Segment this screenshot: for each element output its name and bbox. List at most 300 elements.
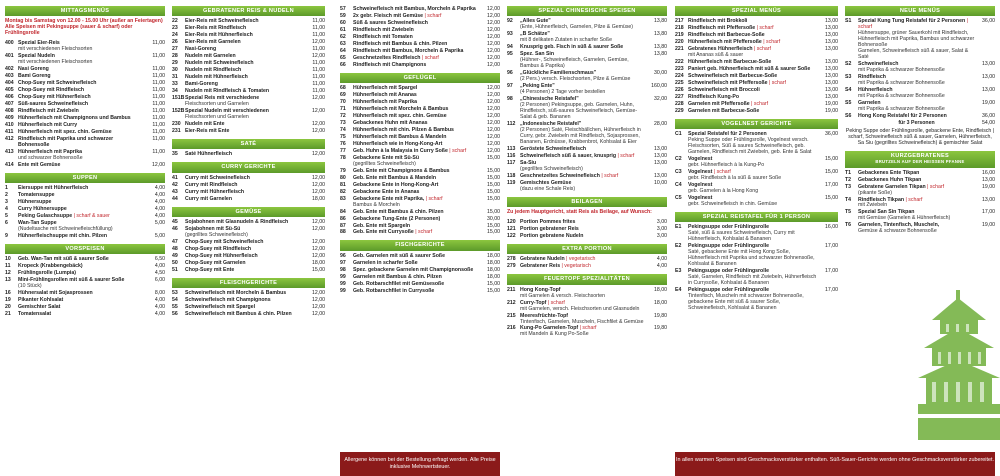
item-price: 11,00 xyxy=(312,81,325,88)
menu-item xyxy=(5,278,165,290)
menu-item xyxy=(507,288,667,300)
item-name: Rindfleisch mit Champignons xyxy=(353,61,427,68)
item-price: 12,00 xyxy=(487,99,500,106)
item-number: 71 xyxy=(340,106,346,113)
item-price: 4,00 xyxy=(154,206,165,213)
menu-item xyxy=(675,132,838,156)
menu-item xyxy=(675,269,838,287)
item-name: Geschnetzeltes Rindfleisch xyxy=(353,54,421,61)
menu-item xyxy=(507,161,667,173)
item-number: 405 xyxy=(5,87,14,94)
item-price: 18,00 xyxy=(312,259,325,266)
item-name: Spezial Eier-Reis xyxy=(18,40,60,47)
item-number: 27 xyxy=(172,46,178,53)
item-price: 12,00 xyxy=(487,26,500,33)
item-name: Gebratene Garnelen Tikpan xyxy=(858,183,926,190)
item-price: 12,00 xyxy=(487,40,500,47)
item-number: 212 xyxy=(507,299,516,306)
item-name: „Glückliche Familienschmaus" xyxy=(520,70,597,77)
item-name: Schweinefleisch mit Barbecue-Soße xyxy=(688,73,778,80)
reistafel-header: SPEZIAL REISTAFEL FÜR 1 PERSON xyxy=(675,212,838,222)
fleisch-list xyxy=(172,291,325,318)
item-price: 11,00 xyxy=(152,121,165,128)
item-body xyxy=(688,170,820,182)
item-price: 12,00 xyxy=(152,161,165,168)
item-price: 12,00 xyxy=(487,33,500,40)
spezial-menues-list xyxy=(675,19,838,115)
item-price: 11,00 xyxy=(152,94,165,101)
item-body xyxy=(520,84,649,96)
item-name: Hühnerfleisch mit Curry xyxy=(18,121,78,128)
item-price: 12,00 xyxy=(487,61,500,68)
item-price: 15,00 xyxy=(487,208,500,215)
item-price: 18,00 xyxy=(487,259,500,266)
item-description: (dazu eine Schale Reis) xyxy=(520,185,576,192)
item-price: 4,00 xyxy=(656,263,667,270)
item-body xyxy=(185,227,307,239)
item-price: 13,00 xyxy=(825,94,838,101)
item-price: 13,00 xyxy=(654,172,667,179)
item-price: 30,00 xyxy=(487,215,500,222)
item-price: 12,00 xyxy=(312,53,325,60)
item-description: gebr. Hühnerfleisch à la Kung-Po xyxy=(688,162,765,169)
item-price: 11,00 xyxy=(312,25,325,32)
item-description: (gegrilltes Schweinefleisch) xyxy=(353,160,416,167)
item-description: Fleischsorten und Garnelen xyxy=(185,101,249,108)
item-description: (2 Personen) Saté, Fleischbällchen, Hühnerfleisch in Curry, gebr. Zwiebeln mit Rindfleisch, Sojasprossen, Bananen, Erdnüsse, Krabbenbrot, Kohlsalat & Eier xyxy=(520,126,641,145)
item-price: 36,00 xyxy=(825,131,838,138)
menu-item xyxy=(5,150,165,162)
item-number: 29 xyxy=(172,60,178,67)
item-number: 82 xyxy=(340,188,346,195)
item-number: 5 xyxy=(5,213,8,220)
mittagsmenue-list xyxy=(5,41,165,168)
sate-list xyxy=(172,152,325,158)
menu-item xyxy=(340,197,500,209)
item-description: Hühnersuppe, grüner Sauerkohl mit Rindfleisch, Hühnerfleisch mit Paprika, Bambus und schwarzer Bohnensoße xyxy=(858,30,975,49)
item-tag: | scharf & sauer xyxy=(72,213,110,220)
item-number: 151B xyxy=(172,95,185,102)
item-name: Vogelnest xyxy=(688,195,713,202)
item-name: Garnelen, Tintenfisch, Muscheln, xyxy=(858,222,940,229)
menu-item xyxy=(507,181,667,193)
menu-item xyxy=(507,52,667,70)
item-price: 12,00 xyxy=(312,290,325,297)
gefluegel-list xyxy=(340,86,500,236)
item-price: 5,00 xyxy=(154,232,165,239)
item-price: 13,00 xyxy=(654,159,667,166)
item-body xyxy=(353,289,482,295)
menu-item xyxy=(675,170,838,182)
item-body xyxy=(858,62,977,74)
menu-item xyxy=(507,122,667,146)
menu-item xyxy=(675,109,838,115)
item-name: Chop-Suey mit Hühnerfleisch xyxy=(18,94,91,101)
item-price: 3,00 xyxy=(656,232,667,239)
item-name: Pekingsuppe oder Frühlingsrolle xyxy=(688,268,769,275)
reis-nudeln-list xyxy=(172,19,325,134)
item-number: 75 xyxy=(340,133,346,140)
item-body xyxy=(858,223,977,235)
menu-item xyxy=(5,234,165,240)
curry-list xyxy=(172,176,325,203)
item-price: 12,00 xyxy=(312,108,325,115)
item-tag: | scharf xyxy=(578,325,597,332)
item-name: Hühnersuppe xyxy=(18,199,52,206)
beilagen-note: Zu jedem Hauptgericht, statt Reis als Beilage, auf Wunsch: xyxy=(507,209,652,215)
item-number: 24 xyxy=(172,32,178,39)
item-price: 11,00 xyxy=(312,60,325,67)
menu-item xyxy=(845,19,995,61)
item-number: 218 xyxy=(675,25,684,32)
item-number: 80 xyxy=(340,174,346,181)
item-name: Bami-Goreng xyxy=(185,81,218,88)
item-number: E4 xyxy=(675,287,682,294)
item-number: 226 xyxy=(675,87,684,94)
menu-item xyxy=(5,54,165,66)
item-name: Eier-Reis mit Ente xyxy=(185,127,230,134)
item-number: 119 xyxy=(507,179,516,186)
item-name: Sa-Siu xyxy=(520,159,537,166)
item-price: 6,00 xyxy=(154,277,165,284)
menu-item xyxy=(507,326,667,338)
item-body xyxy=(18,54,147,66)
menu-item xyxy=(845,210,995,222)
item-name: Nasi-Goreng xyxy=(185,46,217,53)
item-body xyxy=(18,163,147,169)
item-price: 11,00 xyxy=(312,18,325,25)
item-number: S3 xyxy=(845,74,852,81)
item-name: Spez. gebackene Garnelen mit Champignonsoße xyxy=(353,266,474,273)
item-price: 11,00 xyxy=(152,73,165,80)
item-price: 11,00 xyxy=(152,108,165,115)
item-body xyxy=(520,19,649,31)
item-body xyxy=(18,234,147,240)
item-price: 12,00 xyxy=(312,39,325,46)
item-price: 12,00 xyxy=(312,127,325,134)
item-name: Gebackenes Huhn mit Ananas xyxy=(353,119,428,126)
menu-item xyxy=(675,47,838,59)
item-name: Peking Gulaschsuppe xyxy=(18,213,73,220)
item-number: C1 xyxy=(675,131,682,138)
item-number: 2 xyxy=(5,192,8,199)
item-number: 88 xyxy=(340,229,346,236)
item-number: 400 xyxy=(5,40,14,47)
item-name: Pekingsuppe oder Frühlingsrolle xyxy=(688,287,769,294)
item-price: 11,00 xyxy=(312,46,325,53)
item-price: 12,00 xyxy=(487,85,500,92)
item-name: Curry mit Rindfleisch xyxy=(185,181,238,188)
item-price: 13,00 xyxy=(825,32,838,39)
item-name: Geb. Garnelen mit süß & saurer Soße xyxy=(353,252,445,259)
item-body xyxy=(858,75,977,87)
item-number: 31 xyxy=(172,74,178,81)
spezial-chinesisch-list xyxy=(507,19,667,192)
item-price: 12,00 xyxy=(312,238,325,245)
column-4 xyxy=(507,6,667,339)
item-name: Kung-Po Garnelen-Topf xyxy=(520,325,579,332)
item-number: 47 xyxy=(172,238,178,245)
item-name: Bami Goreng xyxy=(18,73,51,80)
item-name: Gebratene Nudeln xyxy=(520,256,565,263)
extra-list xyxy=(507,257,667,270)
item-price: 12,00 xyxy=(487,106,500,113)
item-tag: | scharf xyxy=(904,196,923,203)
item-body xyxy=(185,197,307,203)
item-number: 4 xyxy=(5,206,8,213)
item-body xyxy=(185,129,307,135)
item-price: 19,00 xyxy=(982,222,995,229)
item-number: 402 xyxy=(5,66,14,73)
item-body xyxy=(185,268,307,274)
item-description: und schwarzer Bohnensoße xyxy=(18,154,83,161)
item-name: Rindfleisch xyxy=(858,74,886,81)
item-price: 15,00 xyxy=(487,195,500,202)
item-price: 11,00 xyxy=(312,74,325,81)
mittagsmenue-header: MITTAGSMENÜS xyxy=(5,6,165,16)
item-name: „Indonesische Reistafel" xyxy=(520,120,582,127)
item-name: Eier-Reis mit Hühnerfleisch xyxy=(185,32,253,39)
item-number: 227 xyxy=(675,94,684,101)
item-number: 56 xyxy=(172,311,178,318)
item-number: E1 xyxy=(675,224,682,231)
item-name: Gebratenes Hühnerfleisch xyxy=(688,46,753,53)
item-number: 96 xyxy=(340,252,346,259)
item-body xyxy=(353,63,482,69)
item-number: 81 xyxy=(340,181,346,188)
item-number: 74 xyxy=(340,126,346,133)
item-number: T5 xyxy=(845,209,852,216)
item-name: Pikanter Kohlsalat xyxy=(18,297,64,304)
item-name: Geröstete Schweinefleisch xyxy=(520,145,587,152)
item-price: 3,00 xyxy=(656,218,667,225)
item-name: Chop-Suey mit Hühnerfleisch xyxy=(185,252,258,259)
item-price: 13,00 xyxy=(825,46,838,53)
item-number: 69 xyxy=(340,92,346,99)
item-name: Schweinefleisch mit Morcheln & Bambus xyxy=(185,290,287,297)
item-description: Saté, gebackene Ente mit Hong Kong Soße, Hühnerfleisch mit Paprika und schwarzer Bohnensoße, Kohlsalat & Bananen xyxy=(688,249,815,268)
item-name: Garnelen mit Barbecue-Soße xyxy=(688,108,760,115)
suppen-list xyxy=(5,186,165,240)
item-tag: | scharf xyxy=(420,54,439,61)
item-number: 86 xyxy=(340,215,346,222)
item-number: S6 xyxy=(845,112,852,119)
item-name: Nudeln mit Rindfleisch & Tomaten xyxy=(185,88,270,95)
item-body xyxy=(520,234,649,240)
item-number: C2 xyxy=(675,156,682,163)
item-price: 13,00 xyxy=(982,87,995,94)
item-tag: | scharf xyxy=(752,46,771,53)
item-number: 73 xyxy=(340,119,346,126)
item-name: Hühnerfleisch xyxy=(858,87,893,94)
item-description: (4 Personen) 2 Tage vorher bestellen xyxy=(520,89,606,96)
column-1 xyxy=(5,6,165,319)
item-name: Geb. Rotbarschfilet in Currysoße xyxy=(353,287,435,294)
menu-item xyxy=(845,223,995,235)
item-name: Hühnerfleisch mit Spargel xyxy=(353,85,418,92)
item-body xyxy=(520,161,649,173)
menu-item xyxy=(340,63,500,69)
item-number: 60 xyxy=(340,19,346,26)
item-tag: | vegetarisch xyxy=(560,263,591,270)
item-number: 34 xyxy=(172,88,178,95)
menu-item xyxy=(340,230,500,236)
item-body xyxy=(858,19,977,61)
item-name: Ente mit Gemüse xyxy=(18,161,61,168)
menu-item xyxy=(507,301,667,313)
menu-item xyxy=(172,268,325,274)
item-number: 229 xyxy=(675,108,684,115)
item-description: mit Garnelen, versch. Fleischsorten und Glasnudeln xyxy=(520,305,640,312)
item-description: mit Zwiebeln xyxy=(858,202,888,209)
item-name: Gebackene Ente in Ananas xyxy=(353,188,420,195)
item-name: Portion gebratener Reis xyxy=(520,225,579,232)
item-number: 231 xyxy=(172,127,181,134)
item-number: 97 xyxy=(340,259,346,266)
item-number: 406 xyxy=(5,94,14,101)
item-number: 1 xyxy=(5,185,8,192)
item-body xyxy=(18,137,147,149)
item-name: Schweinefleisch mit Champignons xyxy=(185,297,271,304)
item-description: (10 Stück) xyxy=(18,283,42,290)
item-number: 43 xyxy=(172,188,178,195)
item-number: 65 xyxy=(340,54,346,61)
item-name: Eiersuppe mit Hühnerfleisch xyxy=(18,185,89,192)
item-name: Hühnersalat mit Sojasprossen xyxy=(18,290,93,297)
item-number: C3 xyxy=(675,169,682,176)
item-number: 45 xyxy=(172,219,178,225)
allergen-footer: Allergene können bei der Bestellung erfragt werden. Alle Preise inklusive Mehrwertsteuer. xyxy=(340,452,500,476)
vogelnest-header: VOGELNEST GERICHTE xyxy=(675,119,838,129)
item-number: 121 xyxy=(507,225,516,232)
item-number: C5 xyxy=(675,195,682,202)
item-price: 11,00 xyxy=(152,135,165,142)
item-name: Knusprig geb. Fisch in süß & saurer Soße xyxy=(520,44,624,51)
item-body xyxy=(520,122,649,146)
item-price: 11,00 xyxy=(152,114,165,121)
item-price: 11,00 xyxy=(312,88,325,95)
item-number: 79 xyxy=(340,167,346,174)
item-number: 222 xyxy=(675,59,684,66)
item-price: 13,00 xyxy=(825,73,838,80)
menu-item xyxy=(675,288,838,312)
item-number: 228 xyxy=(675,101,684,108)
item-number: 92 xyxy=(507,18,513,25)
item-number: 9 xyxy=(5,232,8,239)
item-description: Saté, Garnelen, Rindfleisch mit Zwiebeln, Hühnerfleisch in Currysoße, Kohlsalat & Bananen xyxy=(688,274,817,287)
item-price: 12,00 xyxy=(312,174,325,181)
item-number: 77 xyxy=(340,147,346,154)
item-tag: | scharf xyxy=(423,12,442,19)
item-price: 11,00 xyxy=(152,101,165,108)
item-price: 11,00 xyxy=(152,87,165,94)
item-number: 57 xyxy=(340,6,346,12)
menu-item xyxy=(5,41,165,53)
item-body xyxy=(858,198,977,210)
item-description: gebr. Schweinefleisch in chin. Gemüse xyxy=(688,201,778,208)
item-number: 407 xyxy=(5,101,14,108)
item-body xyxy=(688,47,820,59)
item-name: Frühlingsrolle (Lumpia) xyxy=(18,270,76,277)
item-name: Garnelen in scharfer Soße xyxy=(353,259,418,266)
item-name: Mini-Frühlingsrollen mit süß & saurer Soße xyxy=(18,277,125,284)
item-body xyxy=(353,197,482,209)
item-name: Curry-Topf xyxy=(520,299,547,306)
item-body xyxy=(688,109,820,115)
item-price: 13,00 xyxy=(825,87,838,94)
item-description: Tintenfisch, Muscheln mit schwarzer Bohnensoße, gebackene Ente mit süß & saurer Soße, Schweinefleisch, Kohlsalat & Bananen xyxy=(688,293,804,312)
item-name: Geb. Ente mit Bambus & chin. Pilzen xyxy=(353,208,444,215)
item-name: Rindfleisch mit Paprika und schwarzer Bohnensoße xyxy=(18,135,114,148)
item-body xyxy=(520,326,649,338)
item-price: 16,00 xyxy=(982,169,995,176)
item-description: (pikante Soße) xyxy=(858,189,893,196)
item-price: 12,00 xyxy=(487,12,500,19)
item-number: 62 xyxy=(340,33,346,40)
item-number: 64 xyxy=(340,47,346,54)
item-number: 22 xyxy=(172,18,178,25)
item-name: Curry mit Hühnerfleisch xyxy=(185,188,245,195)
item-name: Spezial Nudeln xyxy=(18,53,55,60)
item-number: S1 xyxy=(845,18,852,25)
item-price: 12,00 xyxy=(312,120,325,127)
item-name: Schweinefleisch mit Bambus & chin. Pilzen xyxy=(185,311,292,318)
suppen-header: SUPPEN xyxy=(5,173,165,183)
menu-item xyxy=(172,312,325,318)
item-body xyxy=(688,196,820,208)
item-price: 30,00 xyxy=(654,70,667,77)
item-number: 116 xyxy=(507,152,516,159)
item-body xyxy=(858,101,977,113)
feuertopf-header: FEUERTOPF SPEZIALITÄTEN xyxy=(507,274,667,284)
item-price: 15,00 xyxy=(487,287,500,294)
item-price: 4,00 xyxy=(154,263,165,270)
menu-item xyxy=(845,88,995,100)
item-number: 23 xyxy=(172,25,178,32)
item-number: 278 xyxy=(507,256,516,263)
item-tag: | scharf xyxy=(546,299,565,306)
item-body xyxy=(185,96,307,108)
item-price: 19,00 xyxy=(982,100,995,107)
item-name: Rindfleisch mit Brokkoli xyxy=(688,18,748,25)
menu-item xyxy=(172,197,325,203)
item-price: 13,00 xyxy=(825,59,838,66)
item-price: 160,00 xyxy=(651,83,667,90)
item-description: Garnelen, Schweinefleisch süß & sauer, Salat & Saté xyxy=(858,48,969,61)
item-number: 220 xyxy=(675,39,684,46)
item-number: 11 xyxy=(5,263,11,270)
kurzgebratenes-list xyxy=(845,171,995,236)
item-number: E3 xyxy=(675,268,682,275)
item-name: Curry mit Schweinefleisch xyxy=(185,174,250,181)
item-number: 59 xyxy=(340,12,346,19)
item-price: 12,00 xyxy=(487,19,500,26)
extra-header: EXTRA PORTION xyxy=(507,244,667,254)
item-name: Hühnerfleisch mit Paprika xyxy=(353,99,417,106)
item-price: 13,80 xyxy=(654,44,667,51)
item-number: 50 xyxy=(172,259,178,266)
item-price: 18,00 xyxy=(654,286,667,293)
item-tag: | vegetarisch xyxy=(564,256,596,263)
menu-item xyxy=(507,264,667,270)
item-price: 15,00 xyxy=(825,169,838,176)
kurz-title: KURZGEBRATENES xyxy=(890,152,950,159)
item-tag: | scharf xyxy=(767,80,786,87)
item-name: Hühnerfleisch mit Morcheln & Bambus xyxy=(353,106,449,113)
menu-item xyxy=(5,137,165,149)
item-price: 16,00 xyxy=(825,224,838,231)
item-name: Saté Hühnerfleisch xyxy=(185,151,232,158)
